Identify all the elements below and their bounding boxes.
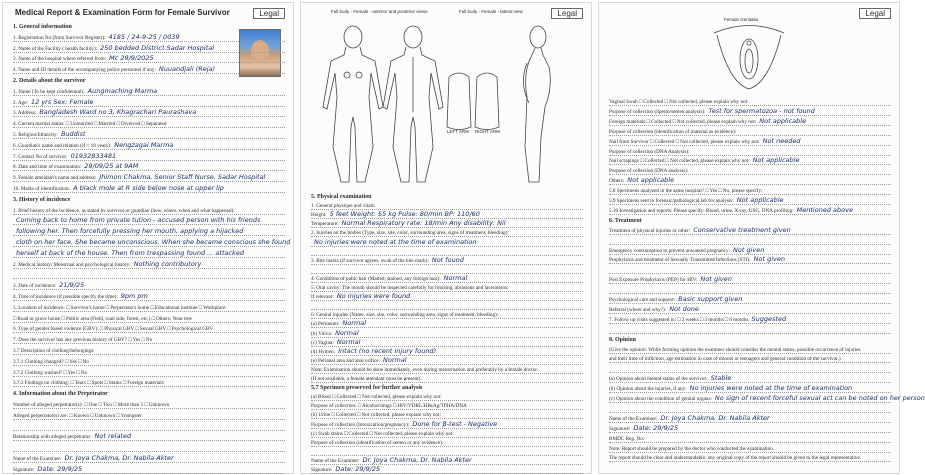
field-label: 2. Age: <box>13 99 28 106</box>
section-heading <box>13 77 285 84</box>
field-label: (c) Vagina: <box>311 339 334 346</box>
form-field-row <box>13 99 285 107</box>
form-field-row <box>609 207 891 215</box>
form-field-row <box>609 247 891 255</box>
field-label: 6. Treatment <box>609 217 642 224</box>
form-field-row <box>13 207 285 215</box>
handwritten-value: A black mole at R side below nose at upper lip <box>73 184 224 192</box>
form-field-row <box>609 187 891 195</box>
form-page-1 <box>2 2 294 474</box>
handwritten-value: 01932833481 <box>70 151 117 160</box>
form-field-row <box>13 142 285 150</box>
handwritten-value: Normal <box>336 337 361 346</box>
field-label: (b) Opinion about the injuries, if any: <box>609 386 687 393</box>
form-field-row <box>13 120 285 128</box>
field-label: Treatment of physical injuries or other: <box>609 227 691 234</box>
field-label: Purpose of collection (DNA Analysis): <box>609 148 690 155</box>
form-field-row <box>13 336 285 344</box>
form-field-row <box>609 365 891 373</box>
handwritten-value: Nuuandjali (Reja) <box>158 65 216 74</box>
form-field-row <box>609 138 891 146</box>
handwritten-value: Conservative treatment given <box>693 225 791 234</box>
form-field-row <box>311 275 583 283</box>
field-label: 7. Follow up visits suggested in: □ 2 weeks □ 3 months □ 6 months <box>609 316 749 323</box>
form-field-row <box>13 238 291 247</box>
field-label: 4. Current marital status: □ Unmarried □ Married □ Divorced □ Separated <box>13 121 167 128</box>
form-field-row <box>311 457 583 465</box>
form-field-row <box>311 284 583 292</box>
form-field-row <box>609 177 891 185</box>
field-label: 5. Oral cavity: The mouth should be inspected carefully for bruising, abrasions and lacerations: <box>311 285 509 291</box>
form-field-row <box>311 430 583 438</box>
field-label: 5. Religion/Ethnicity: <box>13 132 58 138</box>
form-field-row <box>609 454 891 462</box>
handwritten-value: No injuries were noted at the time of examination <box>689 384 853 393</box>
handwritten-value: Dr. Joya Chakma, Dr. Nabila Akter <box>64 454 174 462</box>
field-label: 5.7 Specimen preserved for further analysis <box>311 385 423 392</box>
handwritten-value: Normal <box>443 273 468 282</box>
handwritten-value: Normal <box>335 328 359 337</box>
left-arm-label: LEFT ARM <box>447 129 469 134</box>
form-field-row <box>609 227 891 235</box>
field-label: The report should be clear and understandable; any original copy of the report should be given to the legal representative. <box>609 455 862 462</box>
legal-stamp: Legal <box>253 8 285 19</box>
handwritten-value: No injuries were found <box>336 292 411 301</box>
form-field-row <box>609 167 891 175</box>
form-field-row <box>609 148 891 156</box>
form-field-row <box>311 411 583 419</box>
form-field-row <box>609 197 891 205</box>
handwritten-value: Date: 29/9/25 <box>633 423 679 432</box>
field-label: Others: <box>609 178 625 185</box>
handwritten-value: 21/9/25 <box>59 281 85 290</box>
form-field-row <box>609 98 891 106</box>
form-field-row <box>311 229 583 237</box>
handwritten-value: Done for β-test - Negative <box>412 419 498 428</box>
form-field-row <box>13 315 285 323</box>
field-label: 5.8 Specimens analyzed in the same hospital? □ Yes □ No, please specify: <box>609 188 763 195</box>
form-field-row <box>13 131 285 139</box>
handwritten-value: Buddist <box>60 130 86 138</box>
field-label: 2. Name of the Facility ( health facility): <box>13 45 98 52</box>
form-field-row <box>13 271 285 279</box>
field-label: Foreign materials □ Collected □ Not collected, please explain why not: <box>609 118 757 125</box>
section-heading <box>13 390 285 397</box>
handwritten-value: Not needed <box>762 136 801 145</box>
field-label: 4. Name and ID details of the accompanying police personnel if any: <box>13 67 156 74</box>
handwritten-value: 250 bedded District Sadar Hospital <box>100 43 215 52</box>
handwritten-value: Normal <box>382 355 407 364</box>
section-heading <box>13 196 285 203</box>
genitalia-diagram <box>709 23 789 93</box>
form-field-row <box>311 239 583 247</box>
form-field-row <box>311 320 583 328</box>
field-label: □ Road or grave house □ Public area (Field, road side, forest, etc.) □ Others: Near tree <box>13 315 192 322</box>
field-label: 1. Name (To be kept confidential): <box>13 88 85 95</box>
field-label: 3. Address: <box>13 110 37 117</box>
legal-stamp: Legal <box>859 8 891 19</box>
field-label: 3.7.1 Clothing changed? □ Yes □ No <box>13 358 89 365</box>
genitalia-diagram-caption: Female Genitalia <box>724 17 759 22</box>
form-field-row <box>609 394 925 403</box>
handwritten-value: cloth on her face. She became unconscious. When she became conscious she found <box>16 238 291 246</box>
field-label: Name of the Examiner: <box>311 457 360 464</box>
field-label: Signature: <box>609 425 631 432</box>
form-field-row <box>13 325 285 333</box>
field-label: (a) Blood □ Collected □ Not collected, please explain why not: <box>311 394 442 401</box>
form-field-row <box>311 421 583 429</box>
form-field-row <box>13 358 285 366</box>
field-label: 1. Registration No (from Survivor Register): <box>13 34 106 41</box>
field-label: (a) Perineum: <box>311 321 340 328</box>
form-field-row <box>609 286 891 294</box>
form-field-row <box>13 347 285 355</box>
handwritten-value: Dr. Joya Chakma, Dr. Nabila Akter <box>660 413 770 422</box>
form-field-row <box>13 423 285 431</box>
field-label: Purpose of collection: □ Alcohol/drugs □ HIV/VDRL/HBsAg/TPHA/DNA <box>311 403 467 410</box>
handwritten-value: No injuries were noted at the time of examination <box>314 237 477 246</box>
field-label: (c) Swab stains □ Collected □ Not collected, please explain why not: <box>311 430 454 437</box>
form-field-row <box>311 302 583 310</box>
form-field-row <box>13 261 285 269</box>
form-field-row <box>609 306 891 314</box>
form-field-row <box>609 415 891 423</box>
handwritten-value: Normal <box>342 319 367 328</box>
handwritten-value: Date: 29/9/25 <box>37 464 83 473</box>
handwritten-value: Not given <box>700 275 732 284</box>
field-label: 6. Type of gender based violence (GBV): □ Physical GBV □ Sexual GBV □ Psychological GBV <box>13 326 214 333</box>
field-label: Number of alleged perpetrator(s): □ One □ Two □ More than 5 □ Unknown <box>13 402 170 408</box>
form-field-row <box>311 393 583 401</box>
form-field-row <box>311 375 583 383</box>
form-field-row <box>609 405 891 413</box>
handwritten-value: Suggested <box>751 314 787 323</box>
handwritten-value: 12 yrs Sex: Female <box>30 97 94 106</box>
form-field-row <box>609 445 891 453</box>
form-field-row <box>13 293 285 301</box>
field-label: 5. Location of incidence: □ Survivor's home □ Perpetrator's home □ Educational institute □ Workplace <box>13 304 226 311</box>
handwritten-value: Aungmaching Marma <box>87 86 158 95</box>
field-label: 9. Female attendant's name and address: <box>13 175 97 182</box>
form-field-row <box>13 282 285 290</box>
field-label: 8. Date and time of examination: <box>13 164 82 171</box>
field-label: (If not available, a female attendant must be present). <box>311 376 422 382</box>
field-label: Purpose of collection (Intoxication/pregnancy): <box>311 421 410 428</box>
field-label: 7. Does the survivor has any previous history of GBV? □ Yes □ No <box>13 337 153 344</box>
field-label: 7. Contact No of survivor: <box>13 153 68 160</box>
field-label: 3. Name of the hospital where referred from: <box>13 56 107 63</box>
form-field-row <box>609 128 891 136</box>
form-field-row <box>13 466 285 474</box>
body-diagram-caption-lateral: Full body - Female - lateral view <box>459 9 523 14</box>
field-label: 4. Time of incidence (if possible specify the time): <box>13 294 118 300</box>
form-field-row <box>609 425 891 433</box>
field-label: Purpose of collection (DNA analysis): <box>609 168 689 175</box>
form-field-row <box>609 157 891 165</box>
form-field-row <box>609 385 891 393</box>
form-field-row <box>311 366 583 374</box>
field-label: Temperature: <box>311 221 339 228</box>
field-label: 8. Opinion <box>609 336 637 343</box>
form-page-3 <box>598 2 925 474</box>
handwritten-value: No sign of recent forceful sexual act can be noted on her person <box>714 394 925 402</box>
handwritten-value: Not applicable <box>759 116 807 125</box>
field-label: Nail scrapings □ Collected □ Not collected, please explain why not: <box>609 158 750 165</box>
field-label: Note: Report should be prepared by the doctor who conducted the examination. <box>609 445 775 452</box>
form-field-row <box>609 326 891 334</box>
field-label: 3. Bite marks (if survivor agrees, swab of the bite mark): <box>311 257 429 264</box>
field-label: 2. Medical history/ Menstrual and psychological history: <box>13 261 131 268</box>
field-label: 10. Marks of identification: <box>13 186 71 192</box>
handwritten-value: Not done <box>669 304 699 313</box>
form-field-row <box>609 316 891 324</box>
form-field-row <box>13 66 285 74</box>
form-field-row <box>609 435 891 443</box>
field-label: 5. Physical examination <box>311 194 372 200</box>
handwritten-value: Jhimon Chakma, Senior Staff Nurse, Sadar Hospital <box>99 173 266 182</box>
form-field-row <box>609 237 891 245</box>
legal-stamp: Legal <box>551 8 583 19</box>
field-label: Referral (where and why?): <box>609 306 667 313</box>
field-label: Purpose of collection (identification of semen or any evidence): <box>311 439 444 446</box>
field-label: Alleged perpetrator(s) are: □ Known □ Unknown □ Youngster <box>13 412 142 419</box>
section-heading <box>609 336 891 343</box>
handwritten-value: Basic support given <box>678 295 743 303</box>
handwritten-value: 9pm pm <box>120 292 148 300</box>
field-label: Purpose of collection (identification of material as evidence): <box>609 128 737 135</box>
form-field-row <box>311 293 583 301</box>
form-field-row <box>13 185 285 193</box>
field-label: Prophylaxis and treatment of Sexually Transmitted Infections (STI): <box>609 257 751 264</box>
form-field-row <box>609 296 891 304</box>
section-heading <box>13 23 285 30</box>
handwritten-value: Not applicable <box>752 156 800 165</box>
form-field-row <box>13 174 285 182</box>
field-label: 6. Genital injuries (Name, size, site, color, surrounding area, signs of treatment, bleeding): <box>311 312 499 319</box>
field-label: 1. General physique and vitals: <box>311 203 376 210</box>
handwritten-value: Not found <box>431 255 464 264</box>
form-field-row <box>13 401 285 409</box>
form-field-row <box>311 248 583 256</box>
handwritten-value: Date: 29/9/25 <box>335 465 381 473</box>
handwritten-value: 29/09/25 at 9AM <box>84 162 139 171</box>
handwritten-value: Not applicable <box>627 176 675 185</box>
handwritten-value: Dr. Joya Chakma, Dr. Nabila Akter <box>362 455 472 464</box>
form-title: Medical Report & Examination Form for Female Survivor <box>15 8 230 17</box>
handwritten-value: Not applicable <box>736 196 784 204</box>
form-field-row <box>13 379 285 387</box>
field-label: 3. History of incidence <box>13 196 71 203</box>
field-label: Name of the Examiner: <box>13 456 62 462</box>
body-diagram-caption-front: Full body - Female - anterior and posterior views <box>331 9 428 14</box>
form-field-row <box>609 108 891 116</box>
field-label: Psychological care and support: <box>609 297 676 303</box>
section-heading <box>609 217 891 224</box>
field-label: Emergency contraception to prevent unwanted pregnancy: <box>609 247 731 254</box>
form-field-row <box>311 348 583 356</box>
form-field-row <box>13 55 285 63</box>
right-arm-label: RIGHT ARM <box>475 129 500 134</box>
form-field-row <box>13 412 285 420</box>
handwritten-value: Nothing contributory <box>133 259 202 268</box>
field-label: 4. Information about the Perpetrator <box>13 391 108 398</box>
form-field-row <box>13 369 285 377</box>
form-field-row <box>13 304 285 312</box>
form-field-row <box>311 257 583 265</box>
form-field-row <box>13 45 285 53</box>
handwritten-value: Normal Respiratory rate: 18/min Any disability: Nil <box>341 219 506 228</box>
form-field-row <box>13 34 285 42</box>
field-label: 2. Details about the survivor <box>13 78 86 84</box>
field-label: 2. Injuries on the bodies (Type, size, site, color, surrounding area, signs of treatment, bleeding): <box>311 230 509 237</box>
form-field-row <box>609 375 891 383</box>
field-label: Signature: <box>311 467 333 473</box>
form-field-row <box>311 211 583 219</box>
form-field-row <box>311 466 583 474</box>
handwritten-value: 4185 / 24-9-25 / 0039 <box>108 32 180 41</box>
field-label: Signature: <box>13 466 35 473</box>
field-label: 3.7 Description of clothing/belongings: <box>13 348 95 354</box>
form-field-row <box>311 448 583 456</box>
field-label: 5.10 Investigation and reports: Please specify: Blood, urine, X-ray, USG, DNA profiling: <box>609 207 794 214</box>
form-page-2 <box>300 2 592 474</box>
handwritten-value: Mentioned above <box>796 205 853 214</box>
field-label: Nail from Survivor □ Collected □ Not collected, please explain why not: <box>609 138 760 145</box>
field-label: 5.9 Specimens sent to forensic/pathological lab for analysis: <box>609 198 734 204</box>
form-field-row <box>609 266 891 274</box>
handwritten-value: Stable <box>710 374 732 383</box>
form-field-row <box>609 346 891 354</box>
field-label: (a) Opinion about mental status of the survivor: <box>609 376 708 383</box>
form-field-row <box>311 266 583 274</box>
form-field-row <box>13 228 285 236</box>
handwritten-value: following her. Then forcefully pressing her mouth, applying a hijacked <box>16 227 244 236</box>
handwritten-value: Intact (no recent injury found) <box>338 346 437 355</box>
form-field-row <box>13 455 285 463</box>
section-heading <box>311 193 583 200</box>
form-field-row <box>13 250 285 258</box>
form-field-row <box>311 202 583 210</box>
form-field-row <box>609 118 891 126</box>
form-field-row <box>609 256 891 264</box>
form-field-row <box>311 311 583 319</box>
form-field-row <box>311 357 583 365</box>
handwritten-value: Not related <box>94 432 132 441</box>
field-label: Name of the Examiner: <box>609 415 658 422</box>
form-field-row <box>13 217 285 225</box>
field-label: 6. Guardian's name and relation (if < 18 years): <box>13 142 112 149</box>
form-field-row <box>311 402 583 410</box>
field-label: 1. General information <box>13 24 72 30</box>
field-label: (b) Urine □ Collected □ Not collected, please explain why not: <box>311 412 442 419</box>
field-label: (e) Perianal area and anal orifice: <box>311 357 380 364</box>
field-label: Height: <box>311 212 327 219</box>
handwritten-value: Not given <box>753 255 785 264</box>
form-field-row <box>311 330 583 338</box>
handwritten-value: Coming back to home from private tution - accused person with his friends <box>16 216 261 225</box>
form-field-row <box>13 444 285 452</box>
form-field-row <box>13 109 285 117</box>
field-label: (b) Vulva: <box>311 330 333 337</box>
form-field-row <box>311 439 583 447</box>
body-diagram <box>313 17 583 187</box>
field-label: 3.7.2 Clothing washed? □ Yes □ No <box>13 369 88 376</box>
form-field-row <box>13 433 285 441</box>
field-label: Note: Examination should be done immediately, even during menstruation and preferably by a female doctor. <box>311 366 538 373</box>
handwritten-value: Bangladesh Ward no 3, Khagrachari Paurashava <box>39 108 197 117</box>
handwritten-value: Not given <box>733 245 765 254</box>
field-label: (Give the opinion: While forming opinion the examiner should consider the mental status, possible occurrence of injuries <box>609 346 861 353</box>
field-label: BMDC Reg. No: <box>609 435 645 442</box>
form-field-row <box>609 276 891 284</box>
handwritten-value: herself at back of the house. Then from trespassing found ... attacked <box>16 248 244 257</box>
form-field-row <box>609 355 891 363</box>
field-label: Relationship with alleged perpetrator: <box>13 434 92 441</box>
field-label: 3.7.3 Findings on clothing: □ Tears □ Spots □ Stains □ Foreign materials <box>13 380 164 387</box>
handwritten-value: Nengzagai Marma <box>114 140 174 149</box>
field-label: If relevant: <box>311 294 334 301</box>
field-label: and their time of infliction, age estimation in case of minors or teenagers and general condition of the survivor.) <box>609 356 841 363</box>
handwritten-value: Test for spermatozoa - not found <box>708 106 815 115</box>
field-label: 1. Brief history of the incidence, as stated by survivor or guardian (how, where, when and what happened): <box>13 207 235 214</box>
form-field-row <box>311 339 583 347</box>
section-heading <box>311 384 583 391</box>
field-label: 3. Date of incidence: <box>13 283 57 290</box>
handwritten-value: 5 feet Weight: 55 kg Pulse: 80/min BP: 110/60 <box>329 210 480 219</box>
field-label: Purpose of collection (Sperm/semen analysis): <box>609 108 706 115</box>
field-label: Post Exposure Prophylaxis (PEP) for HIV: <box>609 277 698 284</box>
field-label: Vaginal Swab □ Collected □ Not collected, please explain why not: <box>609 99 749 105</box>
field-label: (d) Hymen: <box>311 348 336 355</box>
field-label: 4. Conditions of pubic hair (Matted, stained, any foreign hair): <box>311 275 441 282</box>
handwritten-value: Mc 29/9/2025 <box>109 54 154 63</box>
form-field-row <box>13 163 285 171</box>
field-label: (c) Opinion about the condition of genital organs: <box>609 396 712 402</box>
form-field-row <box>13 88 285 96</box>
form-field-row <box>13 153 285 161</box>
form-field-row <box>311 220 583 228</box>
